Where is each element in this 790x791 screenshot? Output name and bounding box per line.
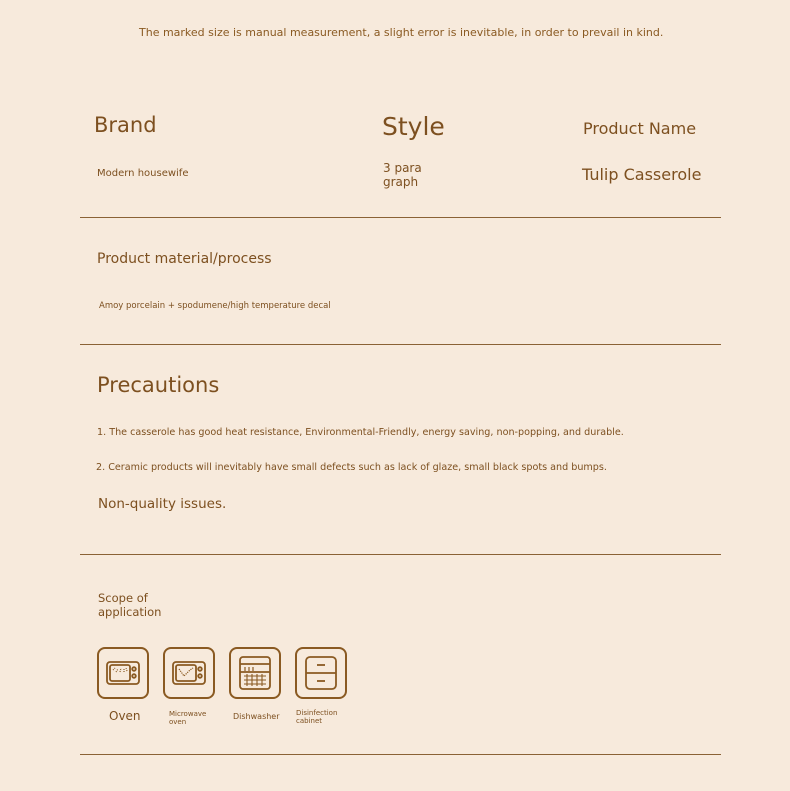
product-name-label: Product Name xyxy=(583,119,697,138)
product-name-value: Tulip Casserole xyxy=(582,165,702,184)
precaution-item-2: 2. Ceramic products will inevitably have small defects such as lack of glaze, small black spots and bumps. xyxy=(96,462,607,473)
style-label: Style xyxy=(382,112,445,141)
style-value-line1: 3 para xyxy=(383,161,422,175)
microwave-label-line2: oven xyxy=(169,718,187,726)
precaution-item-1: 1. The casserole has good heat resistance, Environmental-Friendly, energy saving, non-popping, and durable. xyxy=(97,427,624,438)
disinfection-cabinet-label xyxy=(296,709,337,725)
material-label: Product material/process xyxy=(97,251,272,267)
microwave-label-line1: Microwave xyxy=(169,710,207,718)
oven-label: Oven xyxy=(109,709,141,723)
scope-label-line1: Scope of xyxy=(98,591,148,605)
divider-4 xyxy=(80,754,721,755)
divider-3 xyxy=(80,554,721,555)
scope-label-line2: application xyxy=(98,605,162,619)
precautions-title: Precautions xyxy=(97,373,220,397)
disinfection-label-line1: Disinfection xyxy=(296,709,338,717)
precaution-item-3: Non-quality issues. xyxy=(98,496,227,512)
dishwasher-label: Dishwasher xyxy=(233,712,280,721)
brand-value: Modern housewife xyxy=(97,168,189,179)
disinfection-label-line2: cabinet xyxy=(296,717,323,725)
dishwasher-icon xyxy=(229,647,281,699)
divider-1 xyxy=(80,217,721,218)
measurement-note: The marked size is manual measurement, a slight error is inevitable, in order to prevail in kind. xyxy=(139,26,664,39)
oven-icon xyxy=(97,647,149,699)
divider-2 xyxy=(80,344,721,345)
microwave-label xyxy=(169,710,206,726)
material-value: Amoy porcelain + spodumene/high temperature decal xyxy=(99,301,331,311)
scope-label xyxy=(98,591,161,619)
style-value xyxy=(383,161,422,189)
brand-label: Brand xyxy=(94,113,157,137)
microwave-icon xyxy=(163,647,215,699)
style-value-line2: graph xyxy=(383,175,419,189)
disinfection-cabinet-icon xyxy=(295,647,347,699)
